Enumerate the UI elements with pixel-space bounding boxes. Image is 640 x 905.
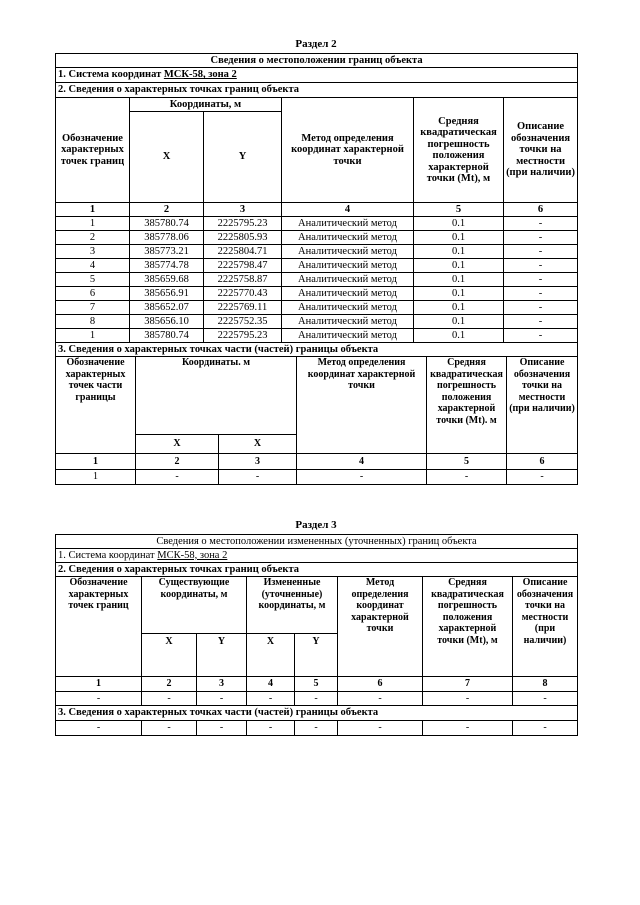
table-cell: 5: [56, 273, 130, 287]
section2-title: Сведения о местоположении границ объекта: [56, 54, 578, 68]
parts-col-number-4: 4: [297, 454, 427, 470]
table-row: [56, 273, 578, 287]
section3-title: Сведения о местоположении измененных (уточненных) границ объекта: [56, 535, 578, 549]
table-cell: -: [504, 245, 578, 259]
table-cell: -: [56, 721, 142, 736]
s3-header-y1: Y: [197, 634, 247, 677]
table-cell: 2225758.87: [204, 273, 282, 287]
table-cell: -: [295, 721, 338, 736]
s3-header-changed: Измененные (уточненные) координаты, м: [247, 577, 338, 634]
parts-header-coords: Координаты. м: [136, 357, 297, 434]
table-cell: -: [136, 470, 219, 485]
table-cell: -: [247, 692, 295, 706]
table-cell: 2225795.23: [204, 217, 282, 231]
table-cell: -: [197, 721, 247, 736]
section3-table: [55, 534, 578, 736]
table-cell: -: [504, 217, 578, 231]
section3-parts-title: 3. Сведения о характерных точках части (частей) границы объекта: [56, 706, 578, 721]
table-cell: -: [504, 273, 578, 287]
table-cell: 385773.21: [130, 245, 204, 259]
table-cell: Аналитический метод: [282, 273, 414, 287]
coord-system-prefix: 1. Система координат: [58, 69, 162, 81]
col-number-4: 4: [282, 203, 414, 217]
table-cell: -: [427, 470, 507, 485]
s3-col-number-2: 2: [142, 677, 197, 692]
table-cell: 2225770.43: [204, 287, 282, 301]
document-page: [55, 38, 577, 736]
s3-header-y2: Y: [295, 634, 338, 677]
table-cell: -: [219, 470, 297, 485]
header-method: Метод определения координат характерной точки: [282, 98, 414, 203]
table-row: [56, 231, 578, 245]
parts-header-designation: Обозначение характерных точек части границы: [56, 357, 136, 454]
table-cell: -: [338, 692, 423, 706]
s3-header-x2: X: [247, 634, 295, 677]
header-coords: Координаты, м: [130, 98, 282, 112]
header-description: Описание обозначения точки на местности (при наличии): [504, 98, 578, 203]
table-cell: 2: [56, 231, 130, 245]
table-cell: 4: [56, 259, 130, 273]
s3-col-number-6: 6: [338, 677, 423, 692]
section2-parts-body: [56, 470, 578, 485]
table-cell: -: [295, 692, 338, 706]
table-cell: 0.1: [414, 301, 504, 315]
table-cell: 0.1: [414, 329, 504, 343]
table-cell: -: [297, 470, 427, 485]
table-row: [56, 692, 578, 706]
table-cell: Аналитический метод: [282, 315, 414, 329]
table-cell: -: [142, 692, 197, 706]
parts-col-number-6: 6: [507, 454, 578, 470]
table-cell: 385659.68: [130, 273, 204, 287]
s3-header-designation: Обозначение характерных точек границ: [56, 577, 142, 677]
table-cell: 0.1: [414, 245, 504, 259]
table-cell: -: [247, 721, 295, 736]
table-cell: 8: [56, 315, 130, 329]
table-cell: 385780.74: [130, 217, 204, 231]
table-cell: -: [504, 259, 578, 273]
table-cell: 0.1: [414, 259, 504, 273]
section3-heading: Раздел 3: [295, 519, 337, 531]
table-cell: Аналитический метод: [282, 329, 414, 343]
table-row: [56, 315, 578, 329]
table-cell: 385774.78: [130, 259, 204, 273]
section3-coord-system: [56, 549, 578, 563]
header-designation: Обозначение характерных точек границ: [56, 98, 130, 203]
s3-header-description: Описание обозначения точки на местности (при наличии): [513, 577, 578, 677]
table-cell: 2225798.47: [204, 259, 282, 273]
col-number-2: 2: [130, 203, 204, 217]
table-cell: Аналитический метод: [282, 217, 414, 231]
table-cell: Аналитический метод: [282, 259, 414, 273]
parts-header-description: Описание обозначения точки на местности (при наличии): [507, 357, 578, 454]
table-cell: -: [513, 692, 578, 706]
table-cell: -: [504, 329, 578, 343]
s3-col-number-7: 7: [423, 677, 513, 692]
table-cell: 385656.10: [130, 315, 204, 329]
table-cell: 0.1: [414, 231, 504, 245]
header-x: X: [130, 112, 204, 203]
table-cell: 7: [56, 301, 130, 315]
table-cell: Аналитический метод: [282, 245, 414, 259]
table-cell: -: [504, 315, 578, 329]
table-cell: 385652.07: [130, 301, 204, 315]
section2-heading: Раздел 2: [295, 38, 337, 50]
parts-col-number-5: 5: [427, 454, 507, 470]
table-row: [56, 301, 578, 315]
table-cell: 2225795.23: [204, 329, 282, 343]
coord-system-value: МСК-58, зона 2: [163, 69, 237, 81]
parts-header-accuracy: Средняя квадратическая погрешность положения характерной точки (Mt). м: [427, 357, 507, 454]
table-cell: -: [56, 692, 142, 706]
section2-coord-system: [56, 68, 578, 83]
table-cell: 0.1: [414, 287, 504, 301]
header-accuracy: Средняя квадратическая погрешность положения характерной точки (Mt), м: [414, 98, 504, 203]
s3-header-accuracy: Средняя квадратическая погрешность положения характерной точки (Mt), м: [423, 577, 513, 677]
section3-parts-body: [56, 721, 578, 736]
table-row: [56, 329, 578, 343]
table-cell: 0.1: [414, 217, 504, 231]
section2-points-title: 2. Сведения о характерных точках границ объекта: [56, 83, 578, 98]
table-cell: -: [504, 231, 578, 245]
table-cell: 0.1: [414, 315, 504, 329]
table-cell: -: [504, 287, 578, 301]
s3-header-existing: Существующие координаты, м: [142, 577, 247, 634]
table-cell: 2225752.35: [204, 315, 282, 329]
parts-col-number-2: 2: [136, 454, 219, 470]
section2-table: [55, 53, 578, 357]
section2-parts-title: 3. Сведения о характерных точках части (частей) границы объекта: [56, 343, 578, 357]
s3-col-number-1: 1: [56, 677, 142, 692]
parts-header-x: X: [136, 434, 219, 453]
table-cell: 385780.74: [130, 329, 204, 343]
table-cell: Аналитический метод: [282, 287, 414, 301]
table-row: [56, 721, 578, 736]
col-number-1: 1: [56, 203, 130, 217]
table-cell: -: [513, 721, 578, 736]
table-cell: 2225805.93: [204, 231, 282, 245]
table-cell: -: [142, 721, 197, 736]
coord-system-value: МСК-58, зона 2: [157, 549, 228, 561]
table-cell: 0.1: [414, 273, 504, 287]
table-cell: 1: [56, 329, 130, 343]
table-cell: -: [423, 692, 513, 706]
table-cell: Аналитический метод: [282, 231, 414, 245]
s3-col-number-3: 3: [197, 677, 247, 692]
table-cell: -: [338, 721, 423, 736]
table-cell: 2225769.11: [204, 301, 282, 315]
s3-header-x1: X: [142, 634, 197, 677]
table-cell: -: [197, 692, 247, 706]
col-number-3: 3: [204, 203, 282, 217]
table-cell: 385778.06: [130, 231, 204, 245]
table-cell: 2225804.71: [204, 245, 282, 259]
section2-parts-table: [55, 357, 578, 485]
table-row: [56, 217, 578, 231]
section3-points-title: 2. Сведения о характерных точках границ объекта: [56, 563, 578, 577]
s3-header-method: Метод определения координат характерной точки: [338, 577, 423, 677]
table-cell: -: [507, 470, 578, 485]
s3-col-number-8: 8: [513, 677, 578, 692]
table-cell: 385656.91: [130, 287, 204, 301]
table-cell: 6: [56, 287, 130, 301]
table-cell: -: [423, 721, 513, 736]
s3-col-number-4: 4: [247, 677, 295, 692]
parts-header-y: X: [219, 434, 297, 453]
table-cell: Аналитический метод: [282, 301, 414, 315]
table-row: [56, 245, 578, 259]
section2-points-body: [56, 217, 578, 343]
col-number-6: 6: [504, 203, 578, 217]
parts-col-number-3: 3: [219, 454, 297, 470]
header-y: Y: [204, 112, 282, 203]
s3-col-number-5: 5: [295, 677, 338, 692]
parts-header-method: Метод определения координат характерной точки: [297, 357, 427, 454]
section3-points-body: [56, 692, 578, 706]
table-row: [56, 287, 578, 301]
table-cell: 1: [56, 470, 136, 485]
table-row: [56, 259, 578, 273]
table-row: [56, 470, 578, 485]
coord-system-prefix: 1. Система координат: [58, 549, 155, 561]
table-cell: 1: [56, 217, 130, 231]
parts-col-number-1: 1: [56, 454, 136, 470]
col-number-5: 5: [414, 203, 504, 217]
table-cell: 3: [56, 245, 130, 259]
table-cell: -: [504, 301, 578, 315]
